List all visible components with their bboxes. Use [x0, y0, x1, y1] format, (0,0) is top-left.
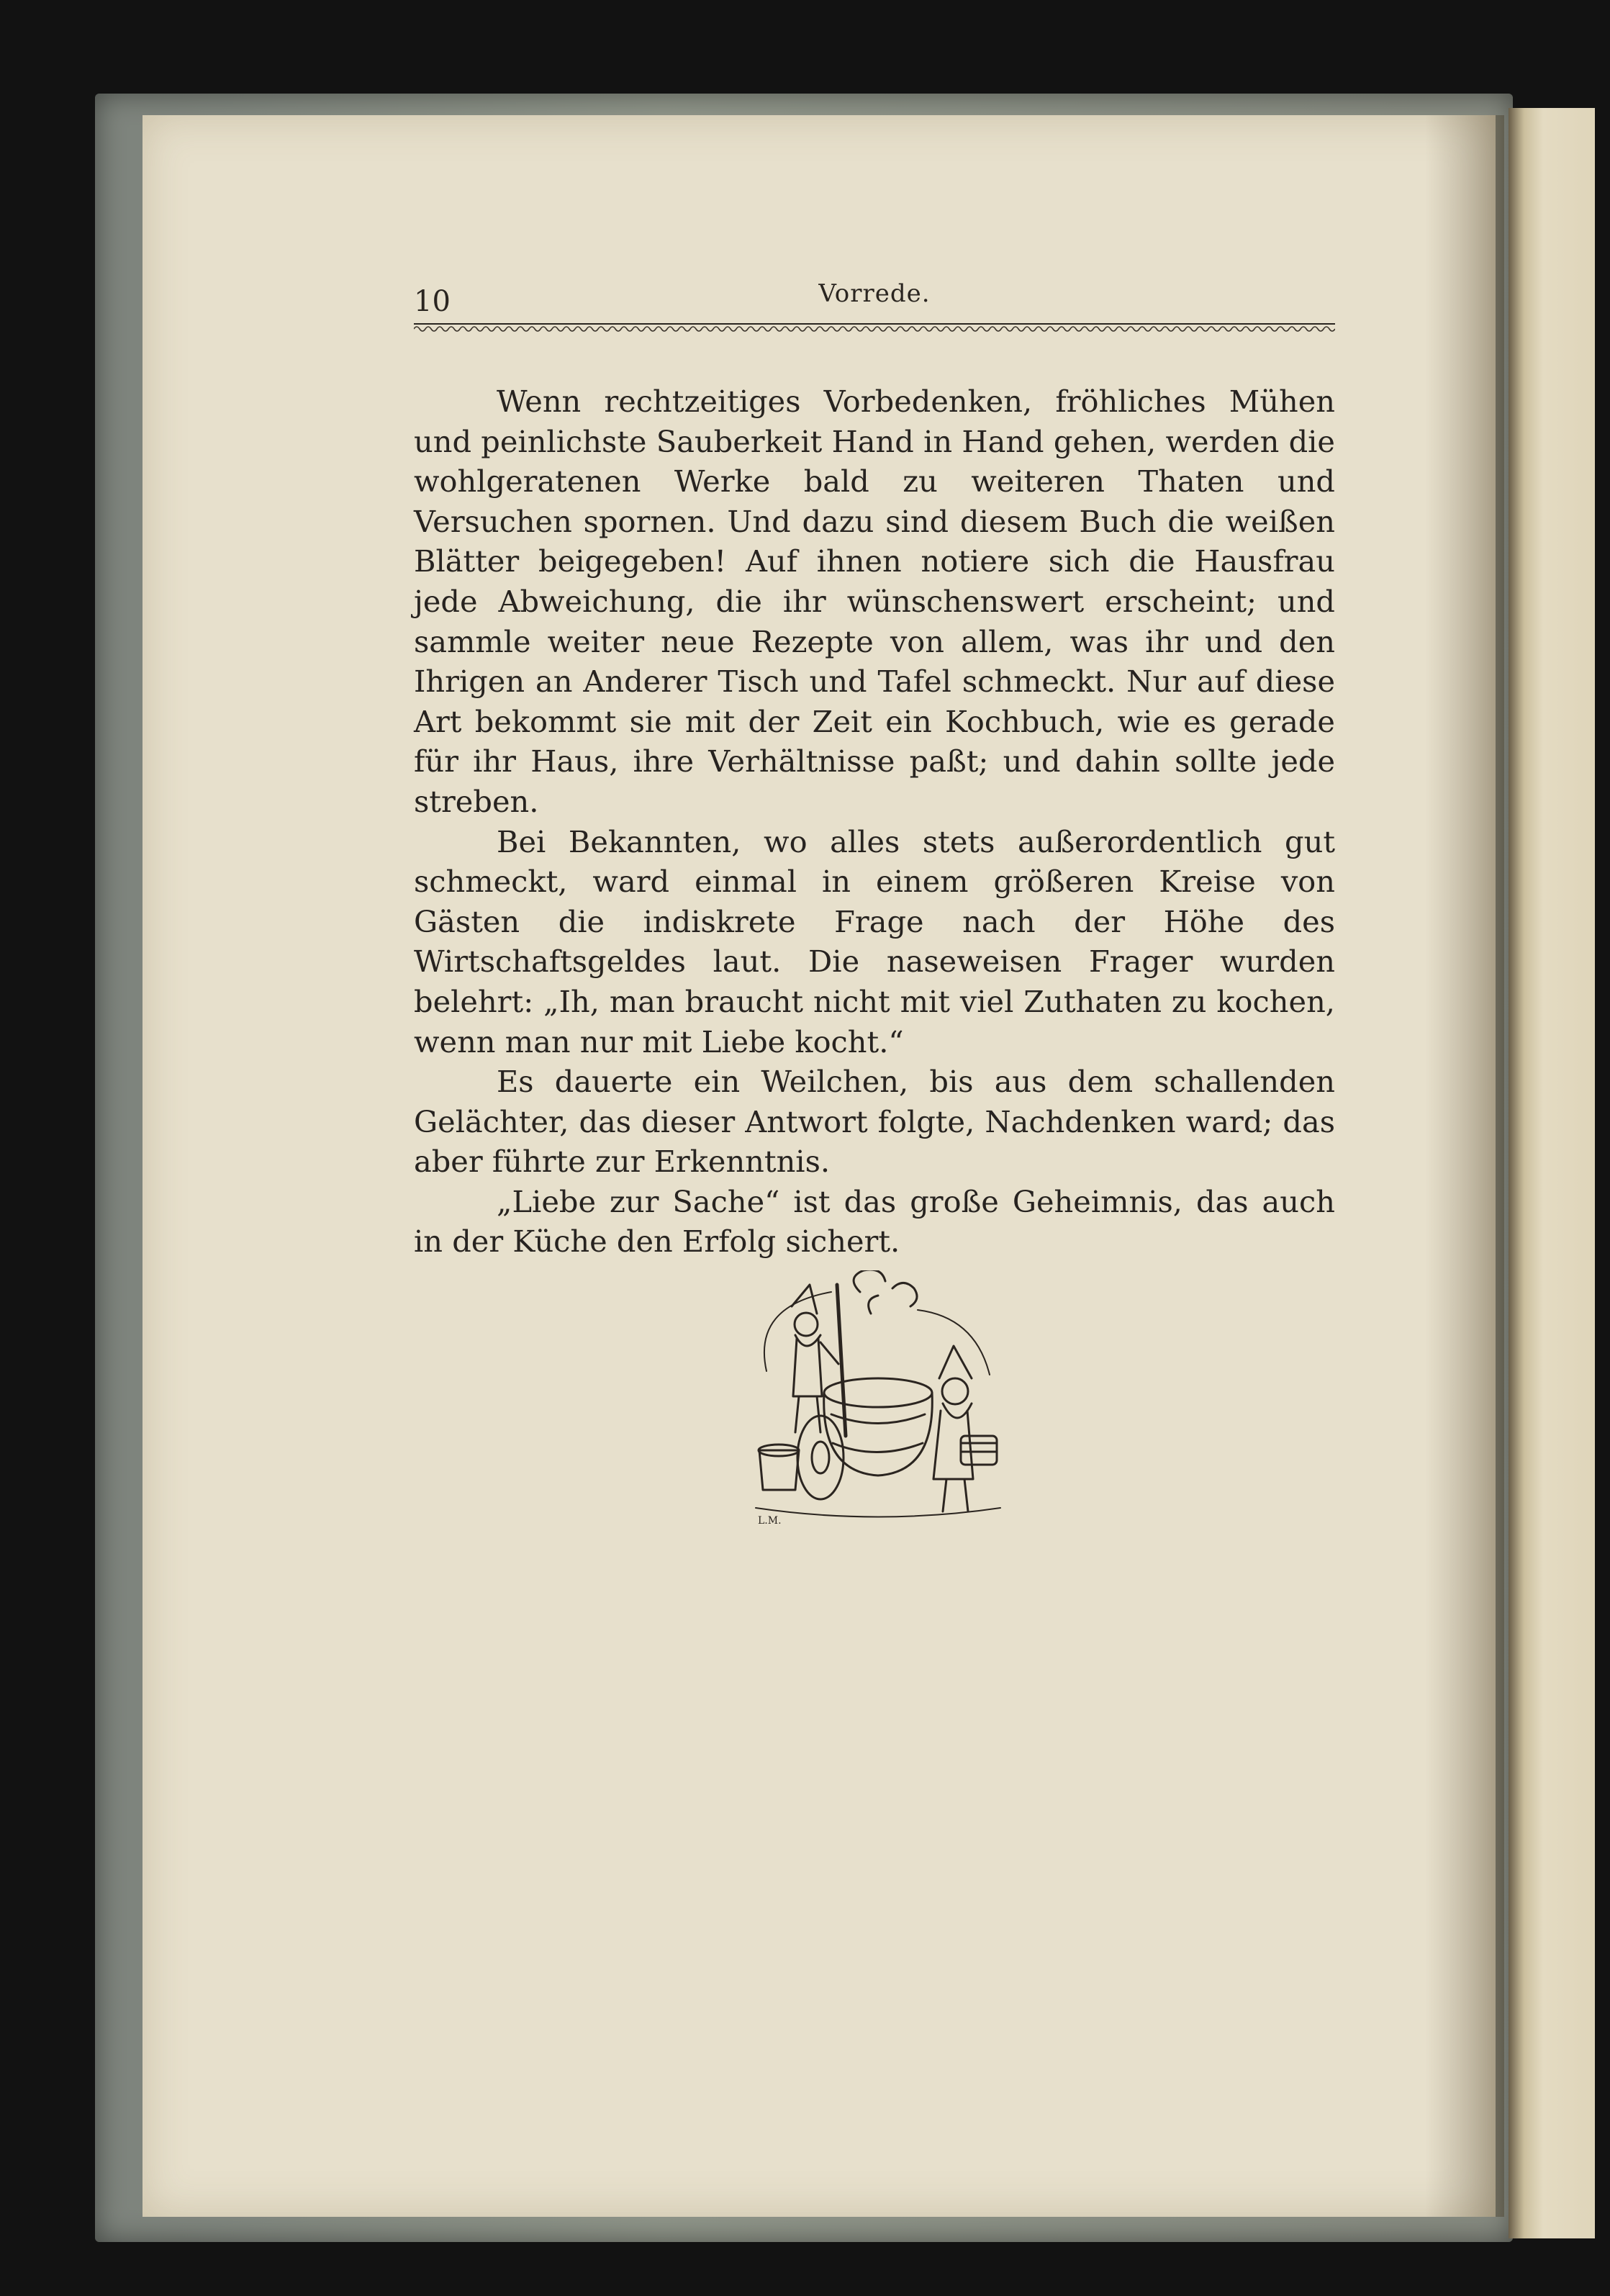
facing-page-edge — [1509, 108, 1595, 2238]
gnome-cooking-illustration — [752, 1270, 1011, 1529]
paragraph: Wenn rechtzeitiges Vorbedenken, fröhliches Mühen und peinlichste Sauberkeit Hand in Hand gehen, werden die wohlgeratenen Werke bald zu weiteren Thaten und Versuchen spornen. Und dazu sind diesem Buch die weißen Blätter beigegeben! Auf ihnen notiere sich die Hausfrau jede Abweichung, die ihr wünschenswert erscheint; und sammle weiter neue Rezepte von allem, was ihr und den Ihrigen an Anderer Tisch und Tafel schmeckt. Nur auf diese Art bekommt sie mit der Zeit ein Kochbuch, wie es gerade für ihr Haus, ihre Verhältnisse paßt; und dahin sollte jede streben. — [414, 384, 1335, 819]
paragraph: „Liebe zur Sache“ ist das große Geheimnis, das auch in der Küche den Erfolg sichert. — [414, 1183, 1335, 1260]
running-head — [414, 274, 1335, 317]
running-title: Vorrede. — [818, 279, 931, 308]
body-text — [414, 381, 1335, 1262]
ornamental-header-rule — [414, 322, 1335, 334]
paragraph: Bei Bekannten, wo alles stets außerordentlich gut schmeckt, ward einmal in einem größeren Kreise von Gästen die indiskrete Frage nach der Höhe des Wirtschaftsgeldes laut. Die naseweisen Frager wurden belehrt: „Ih, man braucht nicht mit viel Zuthaten zu kochen, wenn man nur mit Liebe kocht.“ — [414, 823, 1335, 1059]
paragraph: Es dauerte ein Weilchen, bis aus dem schallenden Gelächter, das dieser Antwort folgte, Nachdenken ward; das aber führte zur Erkenntnis. — [414, 1064, 1335, 1180]
gutter-shadow — [1425, 115, 1504, 2217]
illustrator-signature: L.M. — [758, 1515, 782, 1527]
page-number: 10 — [414, 285, 451, 318]
